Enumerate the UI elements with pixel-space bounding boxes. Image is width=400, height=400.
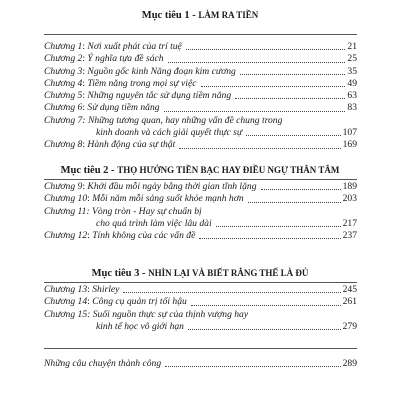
chapter-label: Chương 7	[44, 114, 83, 126]
toc-entry[interactable]: Chương 4: Tiềm năng trong mọi sự việc 49	[44, 77, 357, 89]
closing-list	[44, 358, 357, 370]
section-heading-3	[0, 268, 400, 279]
chapter-label: Chương 9	[44, 181, 83, 192]
chapter-title: Tính không của các vấn đề	[92, 230, 196, 242]
dot-leader	[168, 62, 346, 63]
chapter-label: Chương 13	[44, 284, 88, 295]
dot-leader	[164, 111, 346, 112]
page-number: 261	[342, 296, 357, 308]
chapter-title-line-2: kinh doanh và cách giải quyết thực sự	[96, 127, 243, 139]
divider	[44, 348, 357, 349]
page-number: 279	[342, 320, 357, 332]
dot-leader	[216, 226, 341, 227]
dot-leader	[261, 189, 341, 190]
section-heading-1	[0, 10, 400, 21]
chapter-title: Hành động của sự thật	[87, 139, 176, 151]
page-number: 169	[342, 139, 357, 151]
toc-entry-continuation[interactable]	[44, 321, 357, 333]
section-prefix: Mục tiêu 3 -	[91, 268, 149, 279]
divider	[44, 34, 357, 35]
dot-leader	[235, 98, 345, 99]
chapter-title-line-2: kinh tế học vô giới hạn	[96, 320, 184, 332]
chapter-label: Chương 6	[44, 102, 83, 114]
dot-leader	[165, 366, 340, 367]
chapter-label: Chương 11	[44, 205, 87, 217]
chapter-title: Tiềm năng trong mọi sự việc	[87, 77, 197, 89]
chapter-title: Suối nguồn thực sự của thịnh vượng hay	[92, 308, 249, 320]
closing-title: Những câu chuyện thành công	[44, 358, 162, 369]
chapter-title: Ý nghĩa tựa đề sách	[87, 53, 164, 65]
toc-entry[interactable]: Chương 3: Nguồn gốc kinh Năng đoạn kim cương 35	[44, 65, 357, 77]
page-number: 63	[347, 90, 357, 102]
page-number: 189	[342, 181, 357, 192]
toc-entry[interactable]: Chương 11: Vòng tròn - Hay sự chuẩn bị	[44, 205, 202, 217]
page-number: 289	[342, 358, 357, 369]
page-number: 49	[347, 77, 357, 89]
page-number: 217	[342, 217, 357, 229]
toc-entry-continuation[interactable]	[44, 218, 357, 230]
page-number: 237	[342, 230, 357, 242]
dot-leader	[191, 305, 341, 306]
page-number: 107	[342, 127, 357, 139]
chapter-label: Chương 2	[44, 53, 83, 65]
chapter-label: Chương 15	[44, 308, 88, 320]
toc-entry[interactable]: Chương 8: Hành động của sự thật 169	[44, 139, 357, 151]
dot-leader	[123, 292, 340, 293]
chapter-title: Những nguyên tắc sử dụng tiềm năng	[87, 90, 232, 102]
toc-entry[interactable]: Chương 9: Khởi đầu mỗi ngày bằng thời gian tĩnh lặng 189	[44, 181, 357, 192]
chapter-title: Shirley	[92, 284, 120, 295]
page-number: 203	[342, 193, 357, 205]
section-prefix: Mục tiêu 2 -	[60, 165, 118, 176]
chapter-title: Những tương quan, hay những vấn đề chung trong	[87, 114, 283, 126]
chapter-label: Chương 1	[44, 41, 83, 52]
section-prefix: Mục tiêu 1 -	[141, 10, 199, 21]
dot-leader	[248, 202, 341, 203]
divider	[44, 179, 357, 180]
section-title: THỌ HƯỞNG TIỀN BẠC HAY ĐIỀU NGỰ THÂN TÂM	[117, 165, 340, 175]
page-number: 21	[347, 41, 357, 52]
chapter-title-line-2: cho quá trình làm việc lâu dài	[96, 217, 212, 229]
toc-entry[interactable]: Chương 7: Những tương quan, hay những vấn đề chung trong	[44, 114, 283, 126]
chapter-title: Sử dụng tiềm năng	[87, 102, 160, 114]
toc-entry[interactable]: Chương 2: Ý nghĩa tựa đề sách 25	[44, 53, 357, 65]
chapter-label: Chương 14	[44, 296, 88, 308]
toc-entry[interactable]: Chương 10: Mỗi năm mỗi sảng suốt khỏe mạnh hơn 203	[44, 193, 357, 205]
toc-entry[interactable]: Chương 14: Công cụ quản trị tối hậu 261	[44, 296, 357, 308]
toc-entry[interactable]: Chương 13: Shirley 245	[44, 284, 357, 295]
toc-entry[interactable]: Chương 6: Sử dụng tiềm năng 83	[44, 102, 357, 114]
divider	[44, 282, 357, 283]
dot-leader	[186, 49, 346, 50]
dot-leader	[179, 148, 340, 149]
chapter-title: Khởi đầu mỗi ngày bằng thời gian tĩnh lặng	[87, 181, 257, 192]
section-2-list	[44, 181, 357, 242]
toc-entry-continuation[interactable]	[44, 127, 357, 139]
toc-entry[interactable]: Chương 5: Những nguyên tắc sử dụng tiềm năng 63	[44, 90, 357, 102]
chapter-title: Nơi xuất phát của trí tuệ	[87, 41, 182, 52]
dot-leader	[240, 74, 346, 75]
chapter-label: Chương 5	[44, 90, 83, 102]
chapter-label: Chương 8	[44, 139, 83, 151]
section-heading-2	[0, 165, 400, 176]
dot-leader	[188, 329, 341, 330]
section-title: LÀM RA TIỀN	[198, 10, 259, 20]
page-number: 35	[347, 65, 357, 77]
dot-leader	[246, 135, 341, 136]
dot-leader	[199, 238, 340, 239]
dot-leader	[201, 86, 346, 87]
chapter-title: Công cụ quản trị tối hậu	[92, 296, 187, 308]
chapter-title: Nguồn gốc kinh Năng đoạn kim cương	[87, 65, 236, 77]
chapter-label: Chương 3	[44, 65, 83, 77]
section-title: NHÌN LẠI VÀ BIẾT RẰNG THẾ LÀ ĐỦ	[148, 268, 309, 278]
chapter-label: Chương 10	[44, 193, 88, 205]
toc-entry[interactable]	[44, 358, 357, 370]
page-number: 245	[342, 284, 357, 295]
section-3-list	[44, 284, 357, 333]
chapter-title: Vòng tròn - Hay sự chuẩn bị	[92, 205, 202, 217]
page-number: 83	[347, 102, 357, 114]
page-number: 25	[347, 53, 357, 65]
toc-entry[interactable]: Chương 15: Suối nguồn thực sự của thịnh vượng hay	[44, 308, 249, 320]
toc-entry[interactable]: Chương 12: Tính không của các vấn đề 237	[44, 230, 357, 242]
chapter-label: Chương 4	[44, 77, 83, 89]
chapter-title: Mỗi năm mỗi sảng suốt khỏe mạnh hơn	[92, 193, 244, 205]
toc-entry[interactable]: Chương 1: Nơi xuất phát của trí tuệ 21	[44, 41, 357, 52]
section-1-list	[44, 41, 357, 152]
chapter-label: Chương 12	[44, 230, 88, 242]
